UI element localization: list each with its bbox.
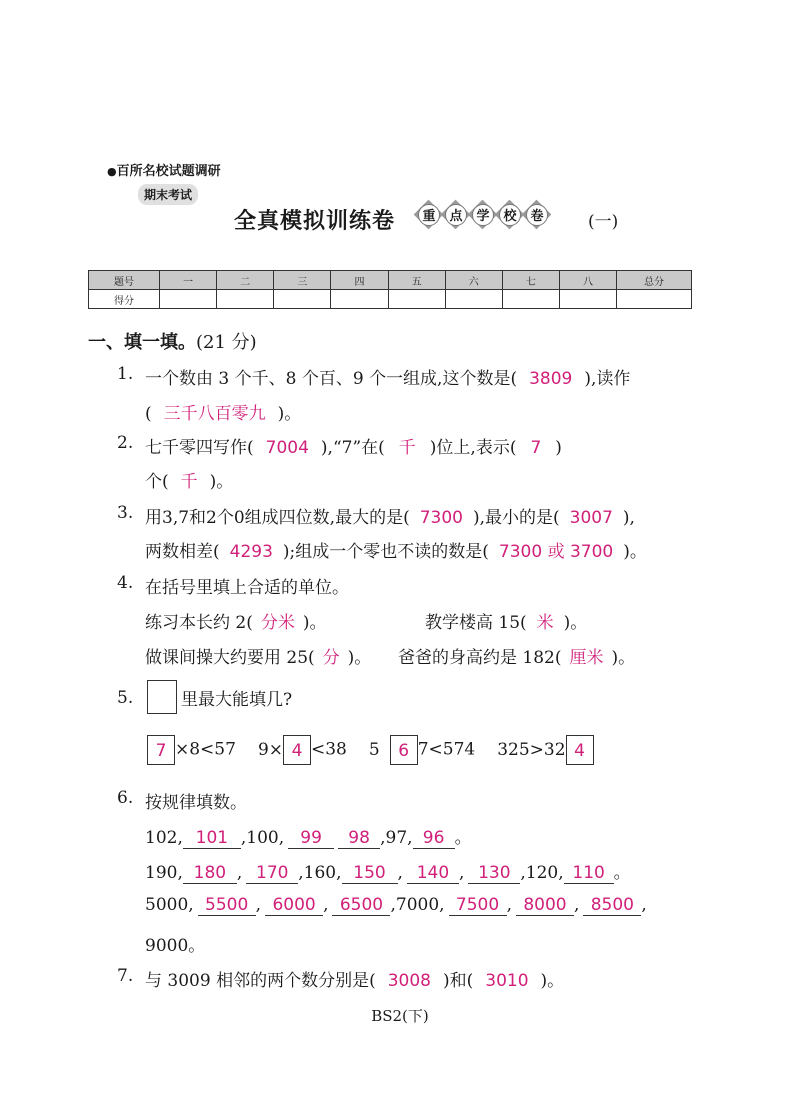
q6-row2-blank[interactable]: 150 <box>342 863 398 884</box>
score-cell[interactable] <box>502 290 559 309</box>
q6-row1-blank[interactable]: 99 <box>288 828 334 849</box>
q6-row3-blank[interactable]: 5500 <box>198 895 256 916</box>
q6-row2-blank[interactable]: 130 <box>468 863 520 884</box>
score-table-header <box>89 271 692 290</box>
score-head-label: 题号 <box>89 271 160 290</box>
q6-stem: 按规律填数。 <box>145 793 247 813</box>
score-head-8: 八 <box>559 271 616 290</box>
q1-line2: ( 三千八百零九 )。 <box>145 404 302 424</box>
score-head-1: 一 <box>160 271 217 290</box>
q3-answer1: 7300 <box>419 508 463 528</box>
badge-zhong: 重 <box>414 200 444 230</box>
q6-row3-blank[interactable]: 7500 <box>449 895 507 916</box>
q4-answer4: 厘米 <box>569 648 604 668</box>
q2-number: 2. <box>117 433 134 453</box>
badge-xue: 学 <box>468 200 498 230</box>
q1-number: 1. <box>117 364 134 384</box>
q6-row3-blank[interactable]: 6500 <box>332 895 390 916</box>
q4-item2: 教学楼高 15( 米 )。 <box>425 613 588 633</box>
q2-answer1: 7004 <box>265 438 309 458</box>
q6-row2-blank[interactable]: 170 <box>246 863 298 884</box>
page-footer: BS2(下) <box>371 1007 429 1025</box>
score-cell[interactable] <box>559 290 616 309</box>
q6-row1-blank[interactable]: 101 <box>183 828 241 849</box>
q4-stem: 在括号里填上合适的单位。 <box>145 578 349 598</box>
q3-line1: 用3,7和2个0组成四位数,最大的是( 7300 ),最小的是( 3007 ), <box>145 508 635 528</box>
score-cell[interactable] <box>160 290 217 309</box>
q1-line1: 一个数由 3 个千、8 个百、9 个一组成,这个数是( 3809 ),读作 <box>145 369 631 389</box>
score-table <box>88 270 692 309</box>
badge-dian: 点 <box>441 200 471 230</box>
q5-box1[interactable]: 7 <box>147 735 175 765</box>
score-table-row <box>89 290 692 309</box>
q6-row3: 5000, 5500 , 6000 , 6500 ,7000, 7500 , 8000 , 8500 , <box>145 895 647 915</box>
q4-number: 4. <box>117 573 134 593</box>
q6-row2: 190, 180 , 170 ,160, 150 , 140 , 130 ,120, 110 。 <box>145 863 631 883</box>
q3-number: 3. <box>117 503 134 523</box>
q4-answer3: 分 <box>322 648 340 668</box>
q5-exprs: 7 ×8<57 9× 4 <38 5 6 7<574 325>32 4 <box>147 735 594 765</box>
q7-number: 7. <box>117 966 134 986</box>
score-cell[interactable] <box>217 290 274 309</box>
q4-item3: 做课间操大约要用 25( 分 )。 <box>145 648 372 668</box>
score-head-total: 总分 <box>617 271 692 290</box>
score-head-4: 四 <box>331 271 388 290</box>
q5-box2[interactable]: 4 <box>283 735 311 765</box>
survey-label <box>107 160 221 179</box>
score-cell[interactable] <box>274 290 331 309</box>
score-cell[interactable] <box>388 290 445 309</box>
q4-answer1: 分米 <box>260 613 295 633</box>
q7-answer1: 3008 <box>387 971 431 991</box>
q5-number: 5. <box>117 688 134 708</box>
q5-stem-line <box>147 680 292 714</box>
q6-row3-blank[interactable]: 8000 <box>516 895 574 916</box>
q4-item4: 爸爸的身高约是 182( 厘米 )。 <box>398 648 636 668</box>
q6-row2-blank[interactable]: 110 <box>564 863 614 884</box>
q5-sample-box <box>147 680 177 714</box>
q1-answer1: 3809 <box>529 369 573 389</box>
q6-row3-end: 9000。 <box>145 936 206 956</box>
score-head-2: 二 <box>217 271 274 290</box>
score-cell[interactable] <box>331 290 388 309</box>
badge-juan: 卷 <box>522 200 552 230</box>
q6-row2-blank[interactable]: 140 <box>407 863 459 884</box>
score-head-7: 七 <box>502 271 559 290</box>
q2-answer3: 7 <box>530 438 542 458</box>
badge-xiao: 校 <box>495 200 525 230</box>
q2-line1: 七千零四写作( 7004 ),“7”在( 千 )位上,表示( 7 ) <box>145 438 562 458</box>
score-cell[interactable] <box>617 290 692 309</box>
q3-answer2: 3007 <box>569 508 613 528</box>
q3-line2: 两数相差( 4293 );组成一个零也不读的数是( 7300 或 3700 )。 <box>145 542 647 562</box>
q6-row1: 102, 101 ,100, 99 98 ,97, 96 。 <box>145 828 472 848</box>
q7-line: 与 3009 相邻的两个数分别是( 3008 )和( 3010 )。 <box>145 971 565 991</box>
q2-line2: 个( 千 )。 <box>145 472 234 492</box>
volume-label: (一) <box>588 212 619 232</box>
section-title: 一、填一填。 <box>88 332 196 353</box>
q6-row2-blank[interactable]: 180 <box>183 863 237 884</box>
survey-text: 百所名校试题调研 <box>116 164 221 179</box>
score-head-3: 三 <box>274 271 331 290</box>
score-head-5: 五 <box>388 271 445 290</box>
q4-answer2: 米 <box>536 613 554 633</box>
q2-answer4: 千 <box>180 472 198 492</box>
q1-answer2: 三千八百零九 <box>163 404 266 424</box>
q6-row3-blank[interactable]: 6000 <box>265 895 323 916</box>
q6-number: 6. <box>117 788 134 808</box>
score-head-6: 六 <box>445 271 502 290</box>
q6-row1-blank[interactable]: 96 <box>413 828 455 849</box>
q6-row1-blank[interactable]: 98 <box>338 828 380 849</box>
bullet-icon: ● <box>107 165 117 178</box>
q7-answer2: 3010 <box>485 971 529 991</box>
score-cell[interactable] <box>445 290 502 309</box>
q2-answer2: 千 <box>398 438 416 458</box>
q3-answer4: 7300 或 3700 <box>498 542 614 562</box>
page-title: 全真模拟训练卷 <box>234 209 396 234</box>
title-badges <box>414 200 549 230</box>
section-points: (21 分) <box>196 332 257 353</box>
q5-box3[interactable]: 6 <box>390 735 418 765</box>
q3-answer3: 4293 <box>229 542 273 562</box>
exam-tag: 期末考试 <box>138 184 198 205</box>
q5-stem: 里最大能填几? <box>181 689 293 710</box>
q6-row3-blank[interactable]: 8500 <box>583 895 641 916</box>
section-heading <box>88 328 257 354</box>
score-row-label: 得分 <box>89 290 160 309</box>
q4-item1: 练习本长约 2( 分米 )。 <box>145 613 327 633</box>
q5-box4[interactable]: 4 <box>566 735 594 765</box>
